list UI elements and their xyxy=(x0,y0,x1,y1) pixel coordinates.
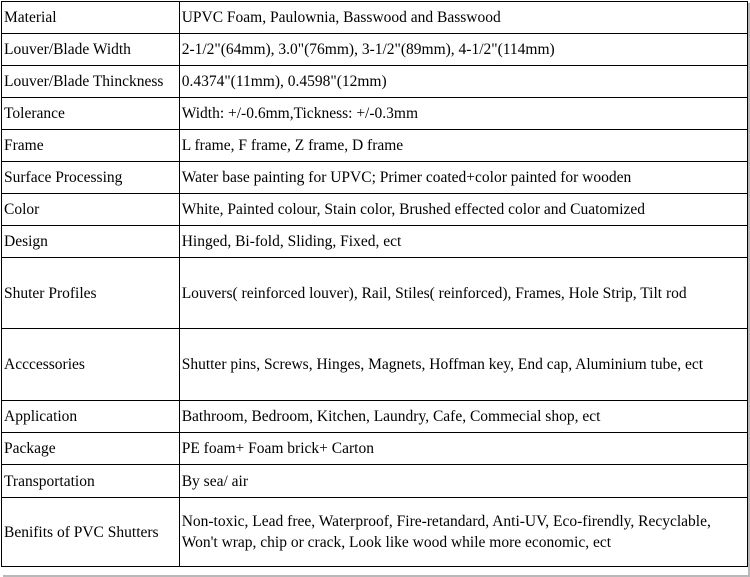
row-label: Shuter Profiles xyxy=(2,258,180,329)
row-label: Application xyxy=(2,401,180,433)
row-value: Shutter pins, Screws, Hinges, Magnets, Hoffman key, End cap, Aluminium tube, ect xyxy=(179,329,747,401)
table-row xyxy=(2,130,748,162)
row-label: Acccessories xyxy=(2,329,180,401)
row-label: Tolerance xyxy=(2,98,180,130)
table-row xyxy=(2,2,748,34)
row-value: 2-1/2"(64mm), 3.0"(76mm), 3-1/2"(89mm), 4-1/2"(114mm) xyxy=(179,34,747,66)
table-row xyxy=(2,98,748,130)
row-value: PE foam+ Foam brick+ Carton xyxy=(179,433,747,465)
row-label: Frame xyxy=(2,130,180,162)
row-value: Water base painting for UPVC; Primer coated+color painted for wooden xyxy=(179,162,747,194)
row-value: 0.4374"(11mm), 0.4598"(12mm) xyxy=(179,66,747,98)
row-label: Louver/Blade Thinckness xyxy=(2,66,180,98)
row-value: Bathroom, Bedroom, Kitchen, Laundry, Cafe, Commecial shop, ect xyxy=(179,401,747,433)
row-label: Package xyxy=(2,433,180,465)
table-row xyxy=(2,194,748,226)
row-value: White, Painted colour, Stain color, Brushed effected color and Cuatomized xyxy=(179,194,747,226)
table-row xyxy=(2,162,748,194)
table-row xyxy=(2,226,748,258)
row-label: Design xyxy=(2,226,180,258)
row-value: By sea/ air xyxy=(179,465,747,498)
row-label: Transportation xyxy=(2,465,180,498)
row-value: UPVC Foam, Paulownia, Basswood and Basswood xyxy=(179,2,747,34)
row-value: Width: +/-0.6mm,Tickness: +/-0.3mm xyxy=(179,98,747,130)
table-row xyxy=(2,34,748,66)
row-value: Non-toxic, Lead free, Waterproof, Fire-retandard, Anti-UV, Eco-firendly, Recyclable, Won't wrap, chip or crack, Look like wood while more economic, ect xyxy=(179,498,747,567)
table-row xyxy=(2,258,748,329)
row-label: Benifits of PVC Shutters xyxy=(2,498,180,567)
table-row xyxy=(2,498,748,567)
row-value: Louvers( reinforced louver), Rail, Stiles( reinforced), Frames, Hole Strip, Tilt rod xyxy=(179,258,747,329)
table-row xyxy=(2,401,748,433)
row-label: Material xyxy=(2,2,180,34)
row-label: Surface Processing xyxy=(2,162,180,194)
table-row xyxy=(2,66,748,98)
row-label: Color xyxy=(2,194,180,226)
row-label: Louver/Blade Width xyxy=(2,34,180,66)
row-value: L frame, F frame, Z frame, D frame xyxy=(179,130,747,162)
spec-table xyxy=(1,1,748,567)
table-row xyxy=(2,465,748,498)
row-value: Hinged, Bi-fold, Sliding, Fixed, ect xyxy=(179,226,747,258)
table-row xyxy=(2,433,748,465)
table-row xyxy=(2,329,748,401)
